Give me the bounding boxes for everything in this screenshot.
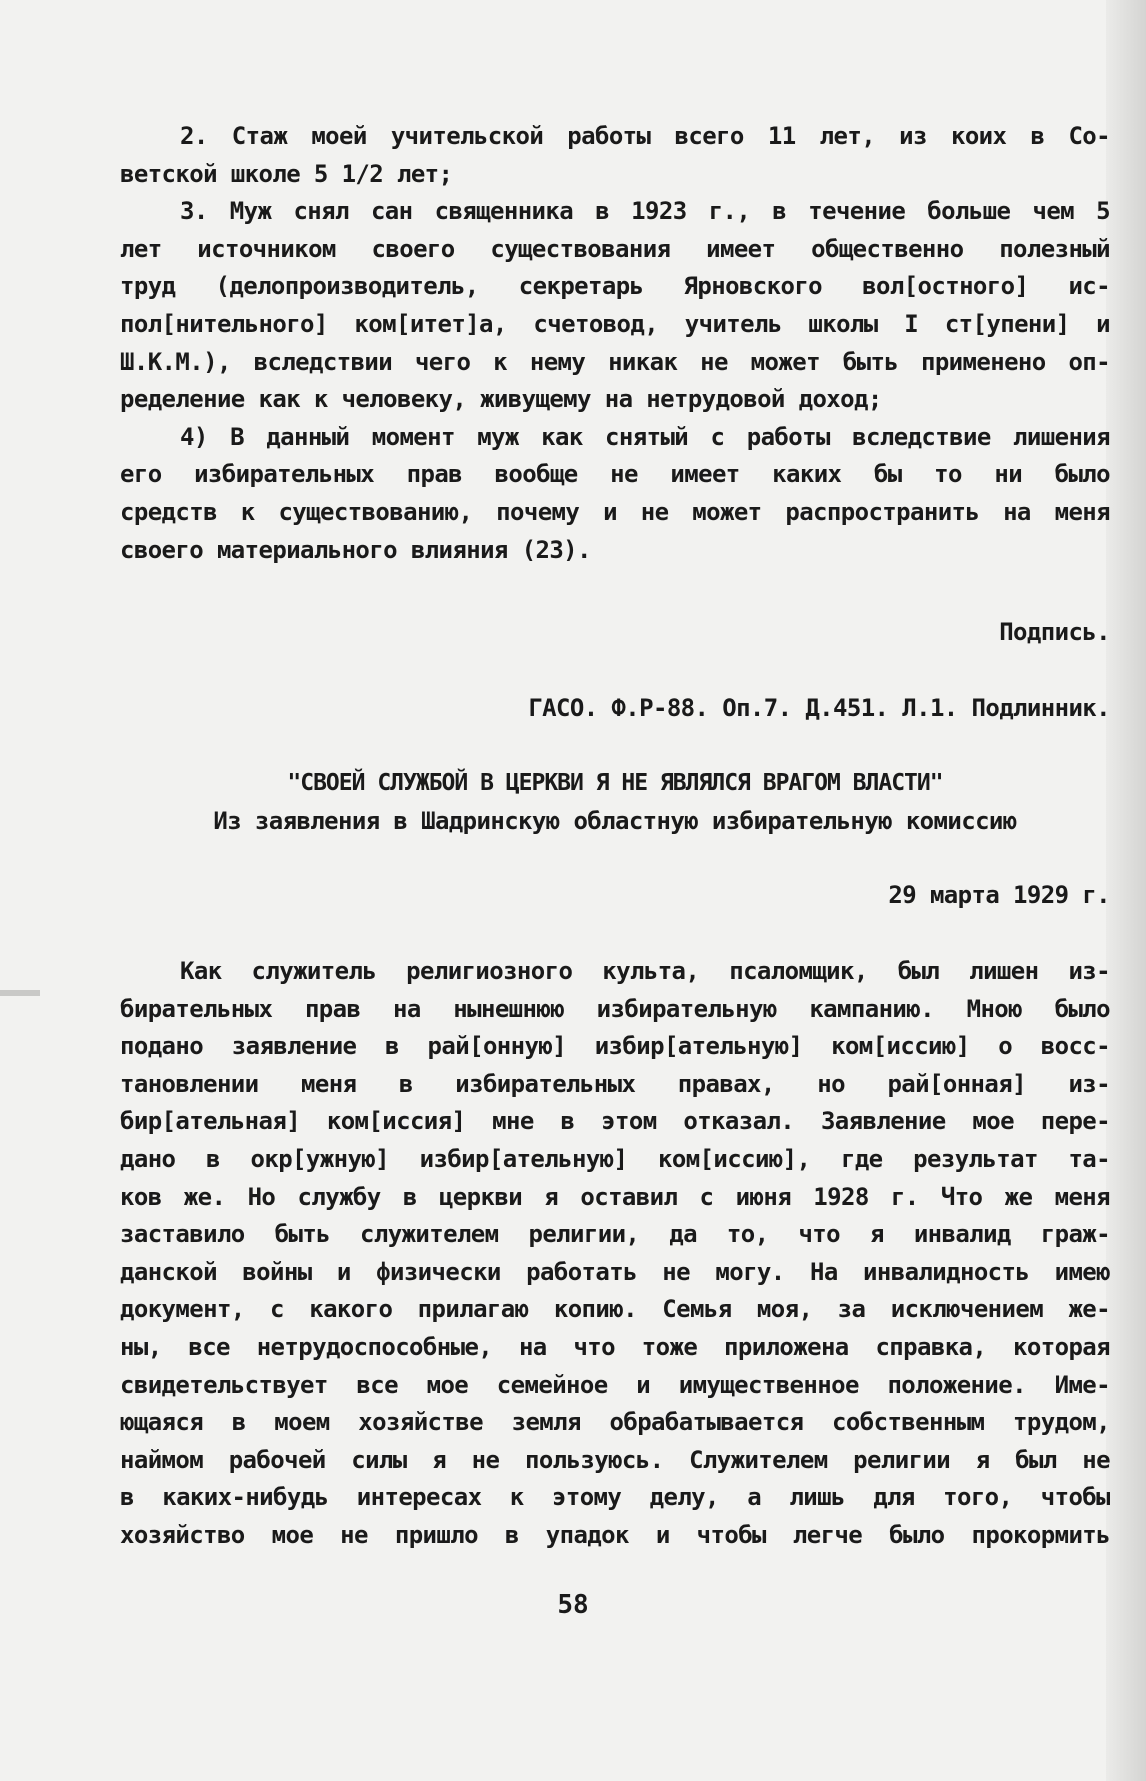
text-line: в каких-нибудь интересах к этому делу, а лишь для того, чтобы: [120, 1483, 1110, 1512]
page-number: 58: [557, 1590, 589, 1620]
text-line: ны, все нетрудоспособные, на что тоже приложена справка, которая: [120, 1332, 1110, 1361]
page-edge-shadow: [1106, 0, 1146, 1781]
text-line: его избирательных прав вообще не имеет каких бы то ни было: [120, 460, 1110, 489]
text-line: ределение как к человеку, живущему на нетрудовой доход;: [120, 385, 882, 414]
document-body: [120, 953, 1110, 1555]
text-line: данской войны и физически работать не могу. На инвалидность имею: [120, 1257, 1110, 1286]
text-line: своего материального влияния (23).: [120, 535, 591, 564]
text-line: хозяйство мое не пришло в упадок и чтобы легче было прокормить: [120, 1520, 1110, 1549]
signature: Подпись.: [999, 618, 1110, 646]
text-line: Ш.К.М.), вследствии чего к нему никак не может быть применено оп-: [120, 347, 1110, 376]
text-line: дано в окр[ужную] избир[ательную] ком[иссию], где результат та-: [120, 1144, 1110, 1173]
text-line: 2. Стаж моей учительской работы всего 11 лет, из коих в Со-: [180, 122, 1110, 150]
text-line: лет источником своего существования имеет общественно полезный: [120, 234, 1110, 263]
text-line: наймом рабочей силы я не пользуюсь. Служителем религии я был не: [120, 1445, 1110, 1474]
text-line: труд (делопроизводитель, секретарь Ярновского вол[остного] ис-: [120, 272, 1110, 301]
archive-reference: ГАСО. Ф.Р-88. Оп.7. Д.451. Л.1. Подлинник.: [528, 694, 1110, 722]
text-line: документ, с какого прилагаю копию. Семья моя, за исключением же-: [120, 1295, 1110, 1324]
text-line: 4) В данный момент муж как снятый с работы вследствие лишения: [180, 422, 1110, 451]
text-line: пол[нительного] ком[итет]а, счетовод, учитель школы I ст[упени] и: [120, 309, 1110, 338]
text-line: Как служитель религиозного культа, псаломщик, был лишен из-: [180, 957, 1110, 985]
text-line: ков же. Но службу в церкви я оставил с июня 1928 г. Что же меня: [120, 1182, 1110, 1211]
text-line: ющаяся в моем хозяйстве земля обрабатывается собственным трудом,: [120, 1408, 1110, 1437]
document-subtitle: Из заявления в Шадринскую областную избирательную комиссию: [213, 806, 1017, 835]
text-line: бирательных прав на нынешнюю избирательную кампанию. Мною было: [120, 994, 1110, 1023]
text-line: 3. Муж снял сан священника в 1923 г., в течение больше чем 5: [180, 197, 1110, 226]
text-line: бир[ательная] ком[иссия] мне в этом отказал. Заявление мое пере-: [120, 1107, 1110, 1136]
document-date: 29 марта 1929 г.: [888, 881, 1110, 909]
statement-continuation: [120, 118, 1110, 569]
archive-reference-block: [120, 690, 1110, 728]
margin-smudge: [0, 990, 40, 996]
document-title: "СВОЕЙ СЛУЖБОЙ В ЦЕРКВИ Я НЕ ЯВЛЯЛСЯ ВРАГОМ ВЛАСТИ": [287, 770, 943, 796]
document-header: [120, 765, 1110, 840]
text-line: свидетельствует все мое семейное и имущественное положение. Име-: [120, 1370, 1110, 1399]
signature-block: [120, 614, 1110, 652]
text-line: средств к существованию, почему и не может распространить на меня: [120, 497, 1110, 526]
text-line: ветской школе 5 1/2 лет;: [120, 159, 453, 188]
text-line: заставило быть служителем религии, да то, что я инвалид граж-: [120, 1220, 1110, 1249]
document-date-block: [120, 877, 1110, 915]
text-line: подано заявление в рай[онную] избир[ательную] ком[иссию] о восс-: [120, 1032, 1110, 1061]
text-line: тановлении меня в избирательных правах, но рай[онная] из-: [120, 1069, 1110, 1098]
